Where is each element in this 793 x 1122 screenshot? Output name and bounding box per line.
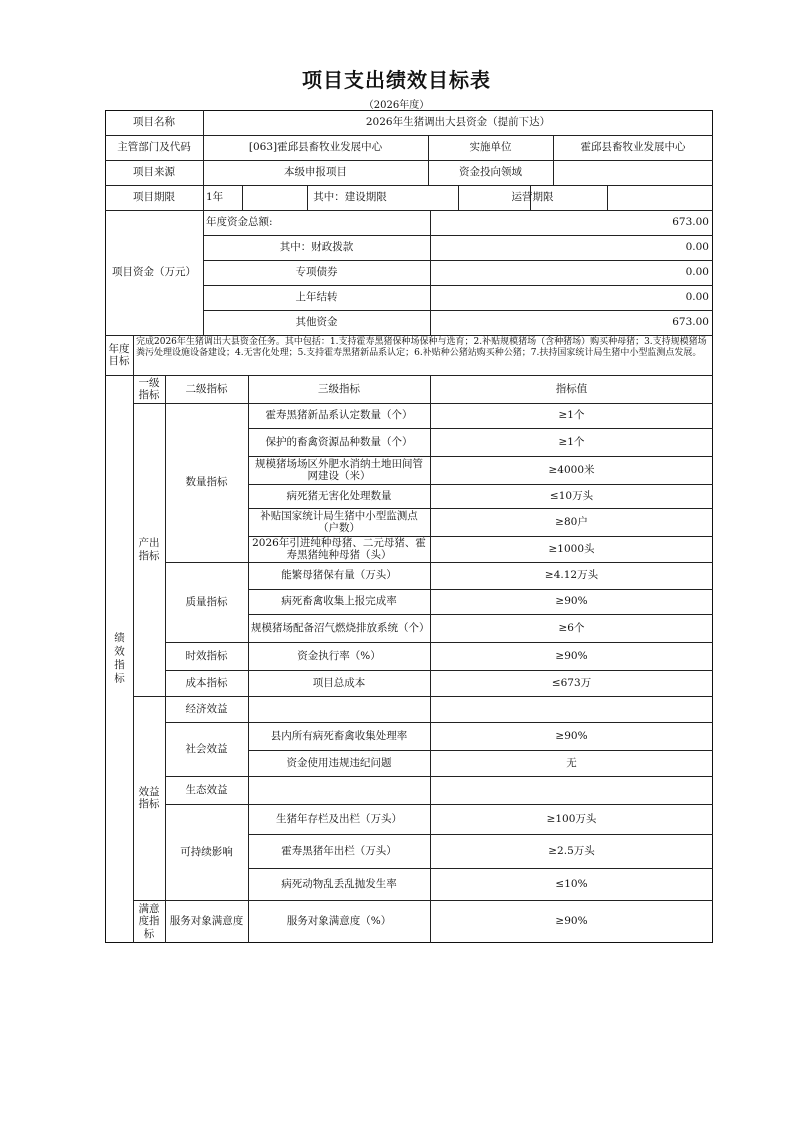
- indicator-value: ≥90%: [555, 729, 588, 742]
- indicator-value: ≥90%: [555, 649, 588, 662]
- fund-value: 673.00: [672, 216, 709, 229]
- indicator-name: 病死猪无害化处理数量: [286, 489, 392, 502]
- indicator-name: [248, 776, 430, 804]
- perf-label: 绩效指标: [113, 632, 126, 686]
- eco-label: 生态效益: [185, 783, 228, 796]
- page-title: 项目支出绩效目标表: [302, 68, 491, 92]
- grid-line: [248, 900, 713, 901]
- cost-label: 成本指标: [185, 676, 228, 689]
- indicator-value: ≥80户: [555, 515, 588, 528]
- header-l2: 二级指标: [185, 382, 228, 395]
- fiscal-year: （2026年度）: [363, 100, 430, 111]
- grid-line: [248, 508, 713, 509]
- satis-l1-label: 满意度指标: [138, 903, 160, 940]
- grid-line: [248, 696, 713, 697]
- indicator-name: 保护的畜禽资源品种数量（个）: [265, 435, 413, 448]
- indicator-name: 生猪年存栏及出栏（万头）: [276, 812, 402, 825]
- project-name-value: 2026年生猪调出大县资金（提前下达）: [365, 116, 551, 129]
- indicator-value: ≥1个: [558, 409, 585, 422]
- fund-label: 专项债券: [295, 266, 338, 279]
- indicator-name: 项目总成本: [312, 676, 366, 689]
- indicator-value: [430, 776, 713, 804]
- time-label: 时效指标: [185, 649, 228, 662]
- header-l1: 一级指标: [138, 376, 160, 401]
- indicator-value: ≥100万头: [546, 812, 597, 825]
- indicator-name: 霍寿黑猪年出栏（万头）: [281, 844, 397, 857]
- grid-line: [248, 834, 713, 835]
- grid-line: [248, 776, 713, 777]
- grid-line: [248, 484, 713, 485]
- impl-value: 霍邱县畜牧业发展中心: [580, 141, 686, 154]
- grid-line: [248, 750, 713, 751]
- dept-label: 主管部门及代码: [117, 141, 191, 154]
- indicator-value: ≥1个: [558, 435, 585, 448]
- fund-value: 673.00: [672, 316, 709, 329]
- indicator-name: 能繁母猪保有量（万头）: [281, 569, 397, 582]
- indicator-value: 无: [566, 756, 577, 769]
- indicator-value: ≥4.12万头: [544, 569, 599, 582]
- indicator-value: ≥6个: [558, 621, 585, 634]
- indicator-value: ≤10%: [555, 877, 588, 890]
- grid-line: [248, 428, 713, 429]
- build-label: 其中：建设期限: [313, 191, 387, 204]
- fund-value: 0.00: [685, 266, 709, 279]
- grid-line: [248, 670, 713, 671]
- grid-line: [248, 868, 713, 869]
- sustain-label: 可持续影响: [180, 845, 233, 858]
- indicator-name: 补贴国家统计局生猪中小型监测点（户数）: [260, 509, 418, 534]
- indicator-name: 病死畜禽收集上报完成率: [281, 595, 397, 608]
- source-label: 项目来源: [133, 166, 175, 179]
- fund-label: 年度资金总额:: [206, 216, 273, 229]
- grid-line: [248, 614, 713, 615]
- indicator-name: [248, 696, 430, 722]
- social-label: 社会效益: [185, 742, 228, 755]
- indicator-name: 霍寿黑猪新品系认定数量（个）: [265, 409, 413, 422]
- dept-value: [063]霍邱县畜牧业发展中心: [248, 141, 383, 154]
- grid-line: [248, 642, 713, 643]
- impl-label: 实施单位: [469, 141, 512, 154]
- benefit-label: 效益指标: [138, 785, 160, 810]
- qual-label: 质量指标: [185, 595, 228, 608]
- indicator-name: 规模猪场配备沼气燃烧排放系统（个）: [251, 621, 430, 634]
- domain-label: 资金投向领域: [459, 166, 522, 179]
- goal-label: 年度目标: [108, 342, 130, 367]
- grid-line: [248, 804, 713, 805]
- op-value: [607, 185, 713, 210]
- header-l3: 三级指标: [318, 382, 360, 395]
- header-value: 指标值: [555, 382, 588, 395]
- indicator-name: 服务对象满意度（%）: [286, 915, 392, 928]
- indicator-name: 资金执行率（%）: [297, 649, 381, 662]
- fund-label: 其他资金: [295, 316, 338, 329]
- funds-label: 项目资金（万元）: [112, 266, 196, 279]
- indicator-name: 县内所有病死畜禽收集处理率: [270, 729, 408, 742]
- project-name-label: 项目名称: [133, 116, 175, 129]
- indicator-value: ≥90%: [555, 915, 588, 928]
- op-label: 运营期限: [511, 191, 554, 204]
- indicator-value: ≥1000头: [548, 542, 595, 555]
- goal-text: 完成2026年生猪调出大县资金任务。其中包括：1.支持霍寿黑猪保种场保种与选育；2.补贴规模猪场（含种猪场）购买种母猪；3.支持规模猪场粪污处理设施设备建设；4.无害化处理；5.支持霍寿黑猪新品系认定；6.补贴种公猪站购买种公猪；7.扶持国家统计局生猪中小型监测点发展。: [136, 337, 707, 359]
- econ-label: 经济效益: [185, 702, 228, 715]
- fund-label: 上年结转: [295, 291, 338, 304]
- indicator-name: 资金使用违规违纪问题: [286, 756, 392, 769]
- fund-value: 0.00: [685, 291, 709, 304]
- grid-line: [248, 589, 713, 590]
- fund-label: 其中：财政拨款: [279, 241, 354, 254]
- indicator-value: ≥90%: [555, 595, 588, 608]
- grid-line: [248, 722, 713, 723]
- grid-line: [248, 456, 713, 457]
- indicator-value: ≤10万头: [549, 489, 594, 502]
- indicator-value: ≥2.5万头: [548, 844, 595, 857]
- indicator-value: [430, 696, 713, 722]
- qty-label: 数量指标: [185, 476, 228, 489]
- indicator-name: 2026年引进纯种母猪、二元母猪、霍寿黑猪纯种母猪（头）: [252, 536, 426, 561]
- grid-line: [248, 562, 713, 563]
- period-label: 项目期限: [133, 191, 175, 204]
- indicator-value: ≥4000米: [548, 463, 595, 476]
- period-value: 1年: [206, 191, 224, 204]
- grid-line: [248, 536, 713, 537]
- indicator-name: 规模猪场场区外肥水消纳土地田间管网建设（米）: [255, 457, 423, 482]
- satis-l2-label: 服务对象满意度: [169, 915, 244, 928]
- source-value: 本级申报项目: [284, 166, 347, 179]
- indicator-value: ≤673万: [551, 676, 592, 689]
- fund-value: 0.00: [685, 241, 709, 254]
- output-label: 产出指标: [138, 537, 160, 562]
- indicator-name: 病死动物乱丢乱抛发生率: [281, 877, 397, 890]
- domain-value: [553, 160, 713, 185]
